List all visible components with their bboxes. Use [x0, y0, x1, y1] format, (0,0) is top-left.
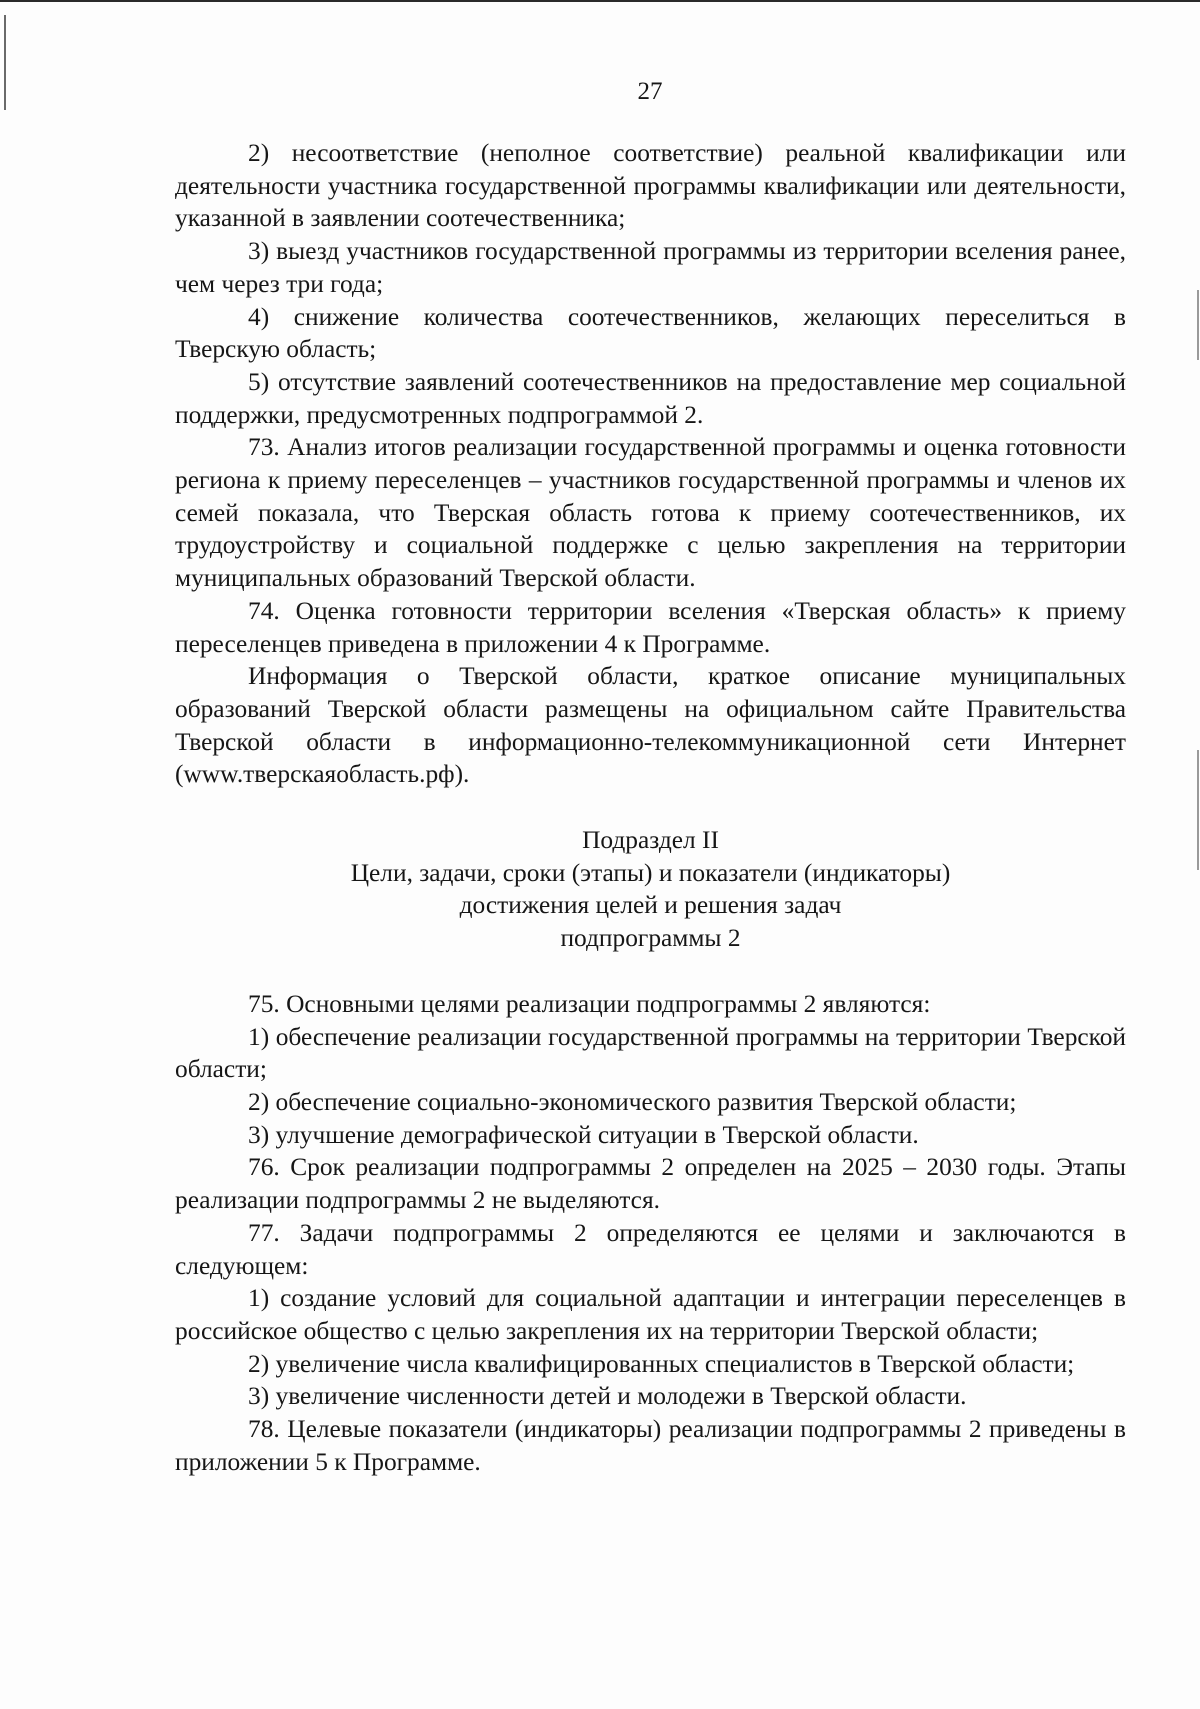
subsection-heading — [175, 824, 1126, 955]
subsection-subtitle-line: Цели, задачи, сроки (этапы) и показатели (индикаторы) — [350, 858, 951, 887]
page-number: 27 — [637, 78, 663, 105]
paragraph: 1) обеспечение реализации государственной программы на территории Тверской области; — [175, 1022, 1126, 1084]
paragraph: 75. Основными целями реализации подпрограммы 2 являются: — [248, 989, 931, 1018]
document-body — [175, 137, 1126, 1478]
paragraph: 2) увеличение числа квалифицированных специалистов в Тверской области; — [248, 1349, 1075, 1378]
paragraph: 3) улучшение демографической ситуации в Тверской области. — [248, 1120, 919, 1149]
subsection-title: Подраздел II — [582, 826, 719, 855]
scan-right-edge-mark — [1197, 750, 1199, 870]
paragraph: 2) обеспечение социально-экономического развития Тверской области; — [248, 1087, 1017, 1116]
paragraph: Информация о Тверской области, краткое описание муниципальных образований Тверской области размещены на официальном сайте Правительства Тверской области в информационно-телекоммуникационной сети Интернет (www.тверскаяобласть.рф). — [175, 662, 1126, 789]
paragraph: 5) отсутствие заявлений соотечественников на предоставление мер социальной поддержки, предусмотренных подпрограммой 2. — [175, 367, 1126, 429]
paragraph: 3) выезд участников государственной программы из территории вселения ранее, чем через три года; — [175, 237, 1126, 298]
paragraph: 76. Срок реализации подпрограммы 2 определен на 2025 – 2030 годы. Этапы реализации подпрограммы 2 не выделяются. — [175, 1153, 1126, 1215]
paragraph: 3) увеличение численности детей и молодежи в Тверской области. — [248, 1382, 967, 1411]
paragraph: 78. Целевые показатели (индикаторы) реализации подпрограммы 2 приведены в приложении 5 к Программе. — [175, 1415, 1126, 1476]
scan-right-edge-mark — [1197, 290, 1199, 360]
paragraph: 2) несоответствие (неполное соответствие) реальной квалификации или деятельности участника государственной программы квалификации или деятельности, указанной в заявлении соотечественника; — [175, 139, 1126, 233]
subsection-subtitle-line: достижения целей и решения задач — [459, 891, 842, 920]
scan-top-edge — [0, 0, 1200, 2]
paragraph: 1) создание условий для социальной адаптации и интеграции переселенцев в российское общество с целью закрепления их на территории Тверской области; — [175, 1284, 1126, 1345]
paragraph: 73. Анализ итогов реализации государственной программы и оценка готовности региона к приему переселенцев – участников государственной программы и членов их семей показала, что Тверская область готова к приему соотечественников, их трудоустройству и социальной поддержке с целью закрепления на территории муниципальных образований Тверской области. — [175, 433, 1126, 593]
subsection-subtitle-line: подпрограммы 2 — [560, 924, 741, 953]
paragraph: 4) снижение количества соотечественников, желающих переселиться в Тверскую область; — [175, 302, 1126, 364]
paragraph: 77. Задачи подпрограммы 2 определяются ее целями и заключаются в следующем: — [175, 1218, 1126, 1280]
paragraph: 74. Оценка готовности территории вселения «Тверская область» к приему переселенцев приведена в приложении 4 к Программе. — [175, 596, 1126, 658]
